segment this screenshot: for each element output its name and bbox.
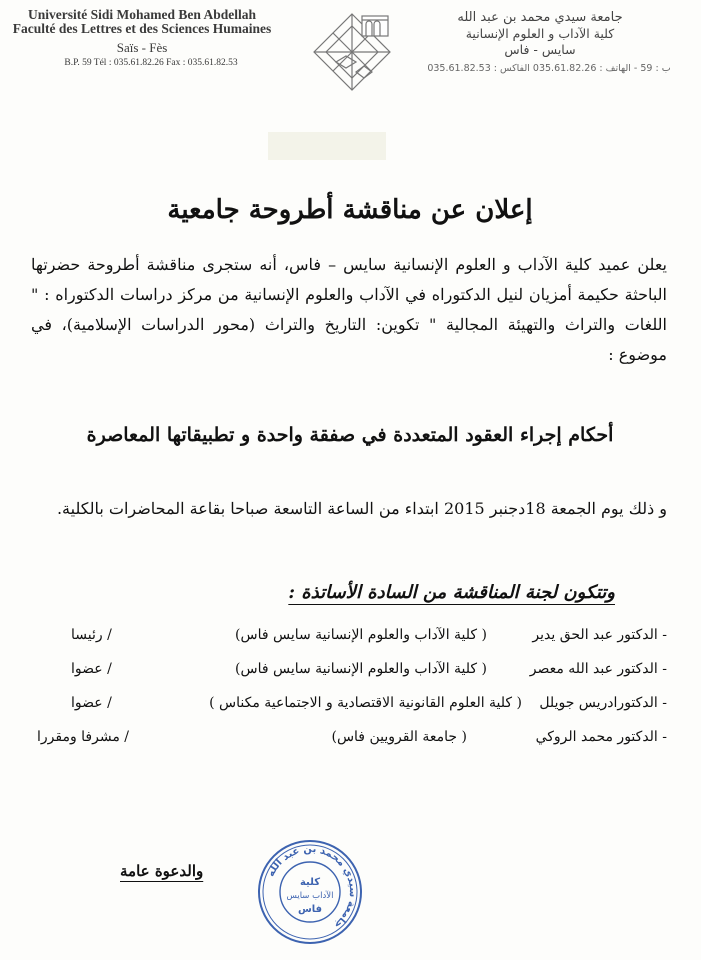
faint-watermark-area (268, 132, 386, 160)
stamp-ring-text: جامعة سيدي محمد بن عبد الله (265, 843, 359, 931)
stamp-center-line: كلية (299, 877, 321, 888)
official-stamp (256, 838, 364, 946)
french-faculty-name: Faculté des Lettres et des Sciences Humaines (12, 21, 272, 36)
member-name: - الدكتورادريس جويلل (539, 695, 667, 711)
stamp-center-line: فاس (297, 904, 323, 915)
arabic-city: سايس - فاس (504, 42, 576, 57)
announcement-paragraph: يعلن عميد كلية الآداب و العلوم الإنسانية سايس – فاس، أنه ستجرى مناقشة أطروحة حضرتها الباحثة حكيمة أمزيان لنيل الدكتوراه في الآداب والعلوم الإنسانية من مركز دراسات الدكتوراه : " اللغات والتراث والتهيئة المجالية " تكوين: التاريخ والتراث (محور الدراسات الإسلامية)، في موضوع : (31, 255, 667, 364)
arabic-faculty-name: كلية الآداب و العلوم الإنسانية (465, 26, 615, 41)
committee-row (31, 724, 667, 750)
committee-heading: وتتكون لجنة المناقشة من السادة الأساتذة : (288, 582, 615, 603)
member-institution: ( كلية الآداب والعلوم الإنسانية سايس فاس) (235, 661, 487, 677)
arabic-university-name: جامعة سيدي محمد بن عبد الله (457, 10, 623, 25)
page-title: إعلان عن مناقشة أطروحة جامعية (167, 195, 533, 225)
member-name: - الدكتور عبد الحق يدير (532, 627, 667, 643)
member-institution: ( كلية الآداب والعلوم الإنسانية سايس فاس) (235, 627, 487, 643)
member-role: / عضوا (71, 661, 112, 677)
member-institution: ( كلية العلوم القانونية الاقتصادية و الاجتماعية مكناس ) (209, 695, 522, 711)
french-city: Saïs - Fès (116, 40, 168, 55)
member-name: - الدكتور محمد الروكي (535, 729, 667, 745)
closing-note: والدعوة عامة (120, 862, 204, 880)
member-institution: ( جامعة القرويين فاس) (331, 729, 467, 745)
thesis-subject: أحكام إجراء العقود المتعددة في صفقة واحدة و تطبيقاتها المعاصرة (86, 424, 614, 446)
university-logo (306, 10, 398, 96)
french-university-name: Université Sidi Mohamed Ben Abdellah (27, 7, 257, 22)
member-role: / مشرفا ومقررا (37, 729, 130, 745)
french-contact-line: B.P. 59 Tél : 035.61.82.26 Fax : 035.61.82.53 (64, 58, 238, 68)
committee-row (31, 622, 667, 648)
date-paragraph: و ذلك يوم الجمعة 18دجنبر 2015 ابتداء من الساعة التاسعة صباحا بقاعة المحاضرات بالكلية. (56, 499, 667, 518)
committee-row (31, 656, 667, 682)
arabic-contact-line: ب : 59 - الهاتف : 035.61.82.26 الفاكس : 035.61.82.53 (427, 63, 671, 74)
stamp-center-line: الآداب سايس (286, 891, 334, 901)
member-role: / رئيسا (71, 627, 112, 643)
member-role: / عضوا (71, 695, 112, 711)
committee-row (31, 690, 667, 716)
member-name: - الدكتور عبد الله معصر (529, 661, 667, 677)
